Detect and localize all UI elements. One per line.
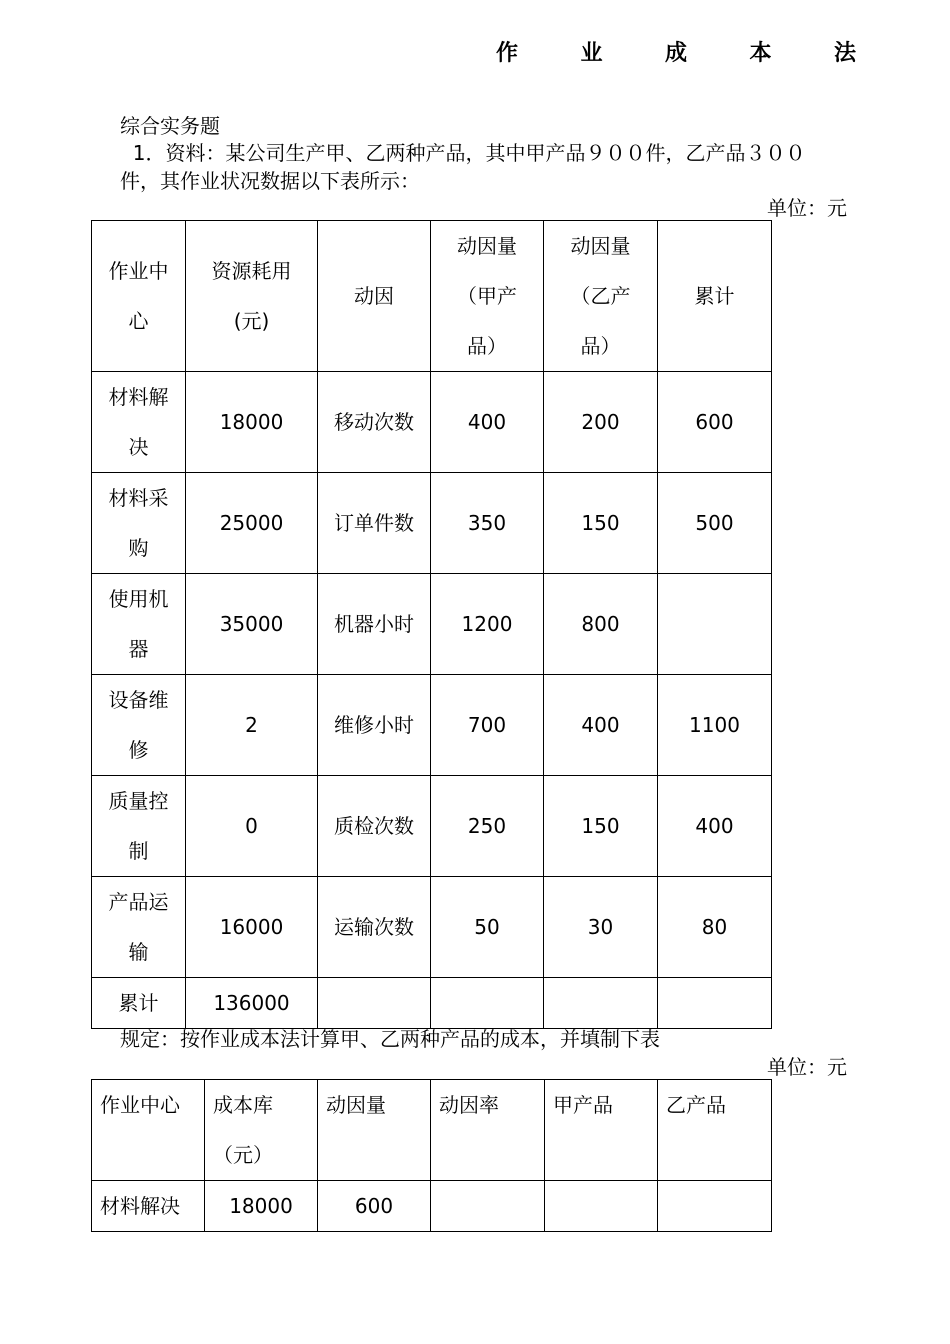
unit-label: 单位：元	[767, 196, 847, 220]
cell-product-b	[658, 1181, 772, 1232]
cell-driver: 运输次数	[318, 877, 431, 978]
cell-qty-b: 150	[544, 776, 658, 877]
question-line-1: 1．资料：某公司生产甲、乙两种产品，其中甲产品９００件，乙产品３００	[120, 141, 806, 165]
cell-qty-a: 400	[431, 372, 544, 473]
cell-total-cost: 136000	[186, 978, 318, 1029]
question-line-2: 件，其作业状况数据以下表所示：	[120, 169, 420, 193]
cell-cost: 35000	[186, 574, 318, 675]
header-driver-qty-a: 动因量 （甲产 品）	[431, 221, 544, 372]
cell-empty	[318, 978, 431, 1029]
header-activity-center: 作业中 心	[92, 221, 186, 372]
cell-qty-a: 1200	[431, 574, 544, 675]
table-row	[92, 372, 772, 473]
cell-cost: 16000	[186, 877, 318, 978]
cell-cost: 2	[186, 675, 318, 776]
header-activity-center: 作业中心	[92, 1080, 205, 1181]
cell-qty-b: 400	[544, 675, 658, 776]
header-driver-qty-b: 动因量 （乙产 品）	[544, 221, 658, 372]
cell-total: 1100	[658, 675, 772, 776]
table-row	[92, 1181, 772, 1232]
title-char: 作	[496, 41, 519, 66]
table-total-row	[92, 978, 772, 1029]
cell-empty	[658, 978, 772, 1029]
cell-total: 600	[658, 372, 772, 473]
cell-qty-a: 700	[431, 675, 544, 776]
header-resource-cost: 资源耗用 (元)	[186, 221, 318, 372]
cell-total: 500	[658, 473, 772, 574]
cell-driver: 质检次数	[318, 776, 431, 877]
cell-empty	[431, 978, 544, 1029]
table-row	[92, 473, 772, 574]
document-title	[496, 36, 856, 67]
cell-center: 材料解决	[92, 1181, 205, 1232]
cell-cost: 0	[186, 776, 318, 877]
cell-driver: 维修小时	[318, 675, 431, 776]
table-row	[92, 675, 772, 776]
cell-empty	[544, 978, 658, 1029]
cell-cost: 18000	[186, 372, 318, 473]
header-product-b: 乙产品	[658, 1080, 772, 1181]
cell-total: 400	[658, 776, 772, 877]
table-row	[92, 877, 772, 978]
title-char: 成	[664, 41, 687, 66]
cell-center: 质量控 制	[92, 776, 186, 877]
cell-center: 材料解 决	[92, 372, 186, 473]
cell-qty-b: 200	[544, 372, 658, 473]
cell-qty-b: 800	[544, 574, 658, 675]
title-char: 本	[749, 41, 772, 66]
section-title: 综合实务题	[120, 114, 220, 138]
cell-cost-pool: 18000	[205, 1181, 318, 1232]
cell-product-a	[545, 1181, 658, 1232]
header-driver-qty: 动因量	[318, 1080, 431, 1181]
header-product-a: 甲产品	[545, 1080, 658, 1181]
requirement-text: 规定：按作业成本法计算甲、乙两种产品的成本，并填制下表	[120, 1027, 660, 1051]
cell-total	[658, 574, 772, 675]
cell-center: 产品运 输	[92, 877, 186, 978]
table-row	[92, 574, 772, 675]
unit-label-2: 单位：元	[767, 1055, 847, 1079]
cell-center: 材料采 购	[92, 473, 186, 574]
cell-driver: 订单件数	[318, 473, 431, 574]
cell-driver-rate	[431, 1181, 545, 1232]
cell-qty-a: 50	[431, 877, 544, 978]
activity-data-table	[91, 220, 772, 1029]
table-header-row	[92, 1080, 772, 1181]
title-char: 法	[833, 41, 856, 66]
cell-qty-b: 30	[544, 877, 658, 978]
cell-qty-b: 150	[544, 473, 658, 574]
cell-qty-a: 350	[431, 473, 544, 574]
cell-driver: 移动次数	[318, 372, 431, 473]
cell-total: 80	[658, 877, 772, 978]
cell-center: 设备维 修	[92, 675, 186, 776]
table-row	[92, 776, 772, 877]
header-cost-pool: 成本库 （元）	[205, 1080, 318, 1181]
header-total: 累计	[658, 221, 772, 372]
cell-center: 使用机 器	[92, 574, 186, 675]
cell-total-label: 累计	[92, 978, 186, 1029]
cost-calculation-table	[91, 1079, 772, 1232]
header-driver-rate: 动因率	[431, 1080, 545, 1181]
cell-driver-qty: 600	[318, 1181, 431, 1232]
cell-driver: 机器小时	[318, 574, 431, 675]
title-char: 业	[580, 41, 603, 66]
table-header-row	[92, 221, 772, 372]
cell-qty-a: 250	[431, 776, 544, 877]
header-driver: 动因	[318, 221, 431, 372]
cell-cost: 25000	[186, 473, 318, 574]
